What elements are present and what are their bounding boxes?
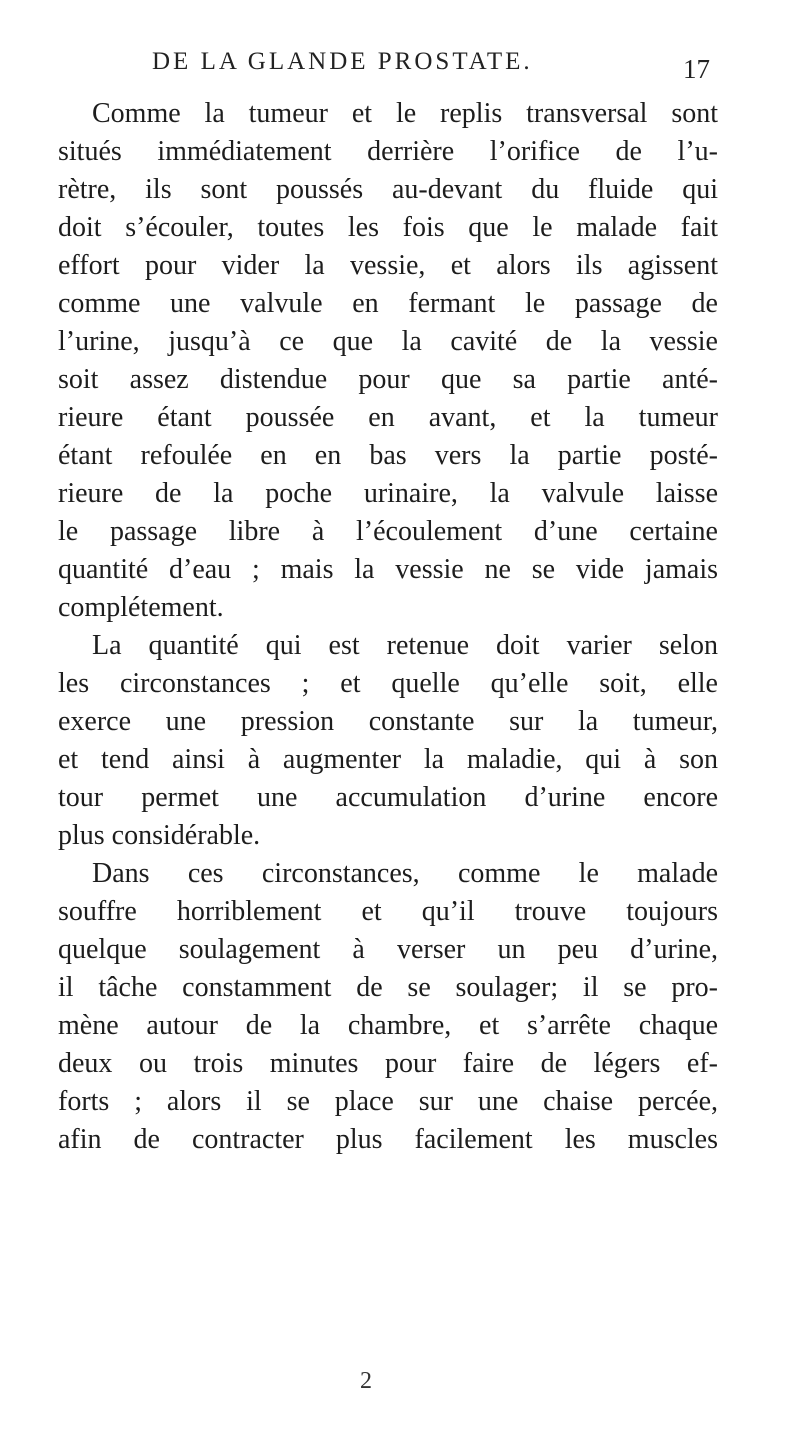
text-line: souffre horriblement et qu’il trouve toujours [58,896,718,927]
text-line: exerce une pression constante sur la tumeur, [58,706,718,737]
text-line: rètre, ils sont poussés au-devant du fluide qui [58,174,718,205]
text-line: complétement. [58,592,224,623]
text-line: rieure de la poche urinaire, la valvule laisse [58,478,718,509]
text-line: l’urine, jusqu’à ce que la cavité de la vessie [58,326,718,357]
text-line: soit assez distendue pour que sa partie anté- [58,364,718,395]
text-line: deux ou trois minutes pour faire de légers ef- [58,1048,718,1079]
signature-mark: 2 [360,1368,372,1394]
text-line: le passage libre à l’écoulement d’une certaine [58,516,718,547]
text-line: La quantité qui est retenue doit varier selon [92,630,718,661]
text-line: afin de contracter plus facilement les muscles [58,1124,718,1155]
text-line: situés immédiatement derrière l’orifice de l’u- [58,136,718,167]
text-body [58,95,718,1159]
text-line: forts ; alors il se place sur une chaise percée, [58,1086,718,1117]
text-line: il tâche constamment de se soulager; il se pro- [58,972,718,1003]
text-line: plus considérable. [58,820,261,851]
text-line: tour permet une accumulation d’urine encore [58,782,718,813]
text-line: mène autour de la chambre, et s’arrête chaque [58,1010,718,1041]
text-line: les circonstances ; et quelle qu’elle soit, elle [58,668,718,699]
running-title: DE LA GLANDE PROSTATE. [152,48,533,75]
running-head [120,48,710,88]
text-line: Comme la tumeur et le replis transversal sont [92,98,718,129]
text-line: étant refoulée en en bas vers la partie posté- [58,440,718,471]
text-line: doit s’écouler, toutes les fois que le malade fait [58,212,718,243]
text-line: quantité d’eau ; mais la vessie ne se vide jamais [58,554,718,585]
text-line: effort pour vider la vessie, et alors ils agissent [58,250,718,281]
page-number: 17 [683,54,710,84]
text-line: et tend ainsi à augmenter la maladie, qui à son [58,744,718,775]
text-line: quelque soulagement à verser un peu d’urine, [58,934,718,965]
text-line: rieure étant poussée en avant, et la tumeur [58,402,718,433]
text-line: comme une valvule en fermant le passage de [58,288,718,319]
text-line: Dans ces circonstances, comme le malade [92,858,718,889]
